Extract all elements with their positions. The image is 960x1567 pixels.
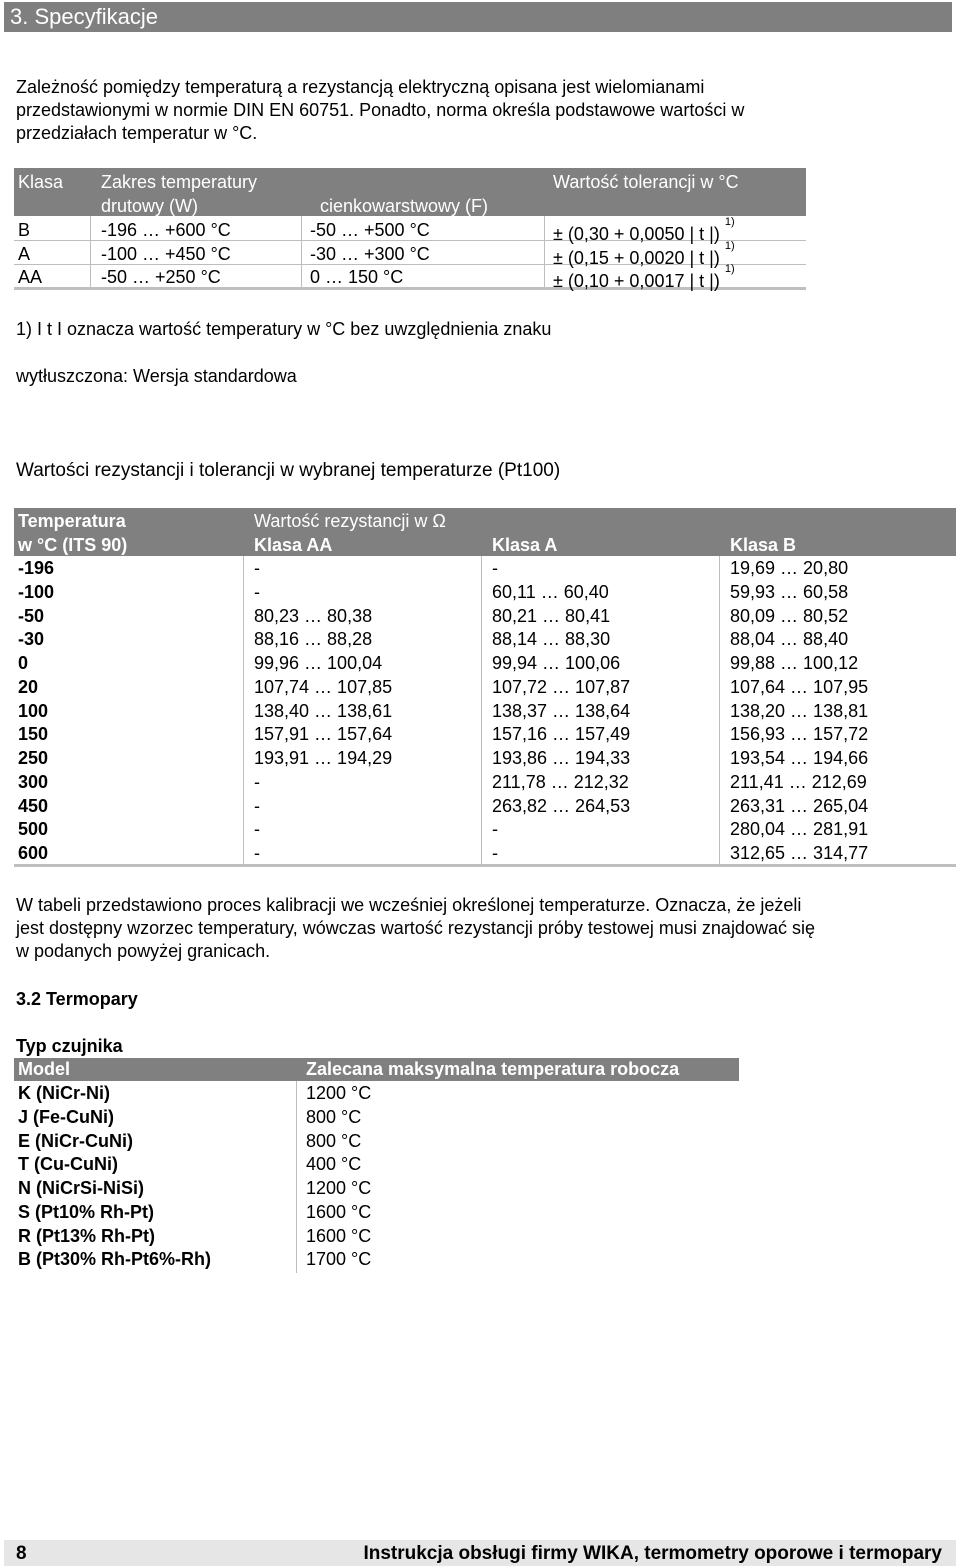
res-cell-value: - (492, 558, 498, 578)
thermo-cell-temp: 1200 °C (306, 1178, 372, 1198)
res-header-wartosc: Wartość rezystancji w Ω (254, 511, 446, 531)
thermo-cell-model: T (Cu-CuNi) (18, 1154, 118, 1175)
thermo-cell-model: J (Fe-CuNi) (18, 1106, 114, 1127)
bold-note: wytłuszczona: Wersja standardowa (16, 366, 297, 386)
thermo-cell-temp: 400 °C (306, 1154, 362, 1175)
class-cell-f: -50 … +500 °C (310, 220, 430, 240)
res-cell-temperature: -196 (18, 558, 55, 578)
res-cell-value: 88,14 … 88,30 (492, 629, 611, 650)
intro-line-2: przedstawionymi w normie DIN EN 60751. Ponadto, norma określa podstawowe wartości w (16, 100, 745, 120)
res-cell-value: 107,74 … 107,85 (254, 676, 393, 697)
footnote: 1) I t I oznacza wartość temperatury w °C bez uwzględnienia znaku (16, 319, 552, 339)
res-cell-value: 193,91 … 194,29 (254, 748, 393, 768)
res-cell-value: 99,96 … 100,04 (254, 653, 383, 673)
class-cell-klasa: AA (18, 267, 43, 287)
thermo-cell-temp: 1200 °C (306, 1083, 372, 1103)
res-cell-value: 80,21 … 80,41 (492, 605, 611, 626)
res-cell-value: 263,31 … 265,04 (730, 795, 869, 816)
res-table-divider (243, 556, 244, 866)
thermo-cell-temp: 1700 °C (306, 1249, 372, 1270)
thermo-cell-temp: 800 °C (306, 1130, 362, 1151)
calibration-line-2: jest dostępny wzorzec temperatury, wówczas wartość rezystancji próby testowej musi znajdować się (16, 918, 815, 938)
section-title-bar (4, 2, 952, 32)
class-cell-w: -196 … +600 °C (101, 220, 231, 240)
intro-line-1: Zależność pomiędzy temperaturą a rezystancją elektryczną opisana jest wielomianami (16, 77, 705, 97)
class-cell-tol: ± (0,15 + 0,0020 | t |) $^{1)}$ (553, 240, 735, 268)
res-header-a: Klasa A (492, 535, 558, 555)
class-header-zakres: Zakres temperatury (101, 172, 258, 192)
res-cell-value: 59,93 … 60,58 (730, 581, 849, 602)
res-cell-value: 138,40 … 138,61 (254, 700, 393, 721)
res-cell-temperature: -100 (18, 581, 55, 602)
calibration-line-1: W tabeli przedstawiono proces kalibracji we wcześniej określonej temperaturze. Oznacza, że jeżeli (16, 895, 802, 915)
thermo-cell-model: R (Pt13% Rh-Pt) (18, 1225, 156, 1246)
res-cell-value: 99,94 … 100,06 (492, 653, 621, 673)
thermo-cell-temp: 800 °C (306, 1106, 362, 1127)
res-cell-value: 19,69 … 20,80 (730, 558, 849, 578)
thermocouple-heading: 3.2 Termopary (16, 989, 138, 1009)
class-table-divider (90, 216, 91, 288)
class-header-drutowy: drutowy (W) (101, 196, 199, 216)
res-cell-value: 60,11 … 60,40 (492, 581, 609, 602)
res-cell-temperature: 450 (18, 795, 49, 816)
thermo-cell-model: E (NiCr-CuNi) (18, 1130, 133, 1151)
res-header-temp1: Temperatura (18, 511, 126, 531)
res-cell-temperature: 250 (18, 748, 49, 768)
thermo-cell-model: B (Pt30% Rh-Pt6%-Rh) (18, 1249, 212, 1270)
res-cell-temperature: -30 (18, 629, 45, 650)
class-cell-w: -100 … +450 °C (101, 244, 231, 264)
thermo-cell-temp: 1600 °C (306, 1225, 372, 1246)
intro-line-3: przedziałach temperatur w °C. (16, 123, 258, 143)
class-cell-tol: ± (0,30 + 0,0050 | t |) $^{1)}$ (553, 216, 735, 244)
res-cell-value: 138,37 … 138,64 (492, 700, 631, 721)
res-cell-value: 280,04 … 281,91 (730, 819, 869, 840)
res-cell-value: 80,09 … 80,52 (730, 605, 849, 626)
res-cell-value: 80,23 … 80,38 (254, 605, 373, 626)
res-cell-value: 107,72 … 107,87 (492, 676, 631, 697)
footer-title: Instrukcja obsługi firmy WIKA, termometry oporowe i termopary (363, 1543, 942, 1564)
res-cell-value: 99,88 … 100,12 (730, 653, 859, 673)
res-table-bottom-line (14, 864, 956, 867)
res-cell-temperature: 500 (18, 819, 49, 840)
thermo-cell-model: N (NiCrSi-NiSi) (18, 1178, 144, 1198)
class-cell-w: -50 … +250 °C (101, 267, 221, 287)
footer-page-number: 8 (16, 1543, 27, 1564)
res-cell-value: 138,20 … 138,81 (730, 700, 869, 721)
res-cell-temperature: -50 (18, 605, 45, 626)
res-cell-value: 107,64 … 107,95 (730, 676, 869, 697)
class-header-klasa: Klasa (18, 172, 64, 192)
res-cell-value: 88,04 … 88,40 (730, 629, 849, 650)
resistance-heading: Wartości rezystancji i tolerancji w wybranej temperaturze (Pt100) (16, 460, 561, 481)
res-cell-value: 211,41 … 212,69 (730, 771, 867, 792)
res-cell-value: 211,78 … 212,32 (492, 771, 629, 792)
res-cell-value: - (492, 819, 498, 840)
res-cell-temperature: 20 (18, 676, 39, 697)
res-cell-value: - (254, 558, 260, 578)
res-cell-value: - (254, 843, 260, 863)
class-cell-f: -30 … +300 °C (310, 244, 430, 264)
res-cell-temperature: 600 (18, 843, 49, 863)
section-title: 3. Specyfikacje (10, 4, 158, 29)
thermo-table-divider (296, 1081, 297, 1273)
res-cell-value: - (254, 819, 260, 840)
res-header-temp2: w °C (ITS 90) (18, 535, 128, 555)
res-cell-temperature: 100 (18, 700, 49, 721)
res-cell-value: - (254, 795, 260, 816)
class-cell-klasa: A (18, 244, 31, 264)
res-cell-temperature: 300 (18, 771, 49, 792)
res-cell-value: 312,65 … 314,77 (730, 843, 869, 863)
res-header-b: Klasa B (730, 535, 797, 555)
res-table-divider (719, 556, 720, 866)
class-header-cienko: cienkowarstwowy (F) (320, 196, 489, 216)
thermo-header-model: Model (18, 1059, 70, 1079)
res-cell-value: 263,82 … 264,53 (492, 795, 631, 816)
res-cell-value: 193,54 … 194,66 (730, 748, 869, 768)
thermo-cell-temp: 1600 °C (306, 1201, 372, 1222)
resistance-table-header (14, 508, 956, 556)
res-cell-temperature: 0 (18, 653, 29, 673)
thermo-cell-model: S (Pt10% Rh-Pt) (18, 1201, 155, 1222)
class-cell-f: 0 … 150 °C (310, 267, 404, 287)
res-cell-value: 157,91 … 157,64 (254, 724, 393, 745)
thermo-cell-model: K (NiCr-Ni) (18, 1083, 110, 1103)
calibration-line-3: w podanych powyżej granicach. (16, 941, 271, 961)
res-cell-value: - (254, 581, 260, 602)
res-cell-value: 88,16 … 88,28 (254, 629, 373, 650)
res-cell-value: 193,86 … 194,33 (492, 748, 631, 768)
res-cell-value: 156,93 … 157,72 (730, 724, 869, 745)
thermo-header-temp: Zalecana maksymalna temperatura robocza (306, 1059, 680, 1079)
res-cell-value: 157,16 … 157,49 (492, 724, 631, 745)
class-table-divider (301, 216, 302, 288)
res-cell-temperature: 150 (18, 724, 49, 745)
res-cell-value: - (254, 771, 260, 792)
class-table-divider (544, 216, 545, 288)
class-header-tolerancja: Wartość tolerancji w °C (553, 172, 739, 192)
res-table-divider (481, 556, 482, 866)
class-cell-klasa: B (18, 220, 31, 240)
res-header-aa: Klasa AA (254, 535, 333, 555)
sensor-type-label: Typ czujnika (16, 1036, 123, 1056)
res-cell-value: - (492, 843, 498, 863)
class-cell-tol: ± (0,10 + 0,0017 | t |) $^{1)}$ (553, 263, 735, 291)
